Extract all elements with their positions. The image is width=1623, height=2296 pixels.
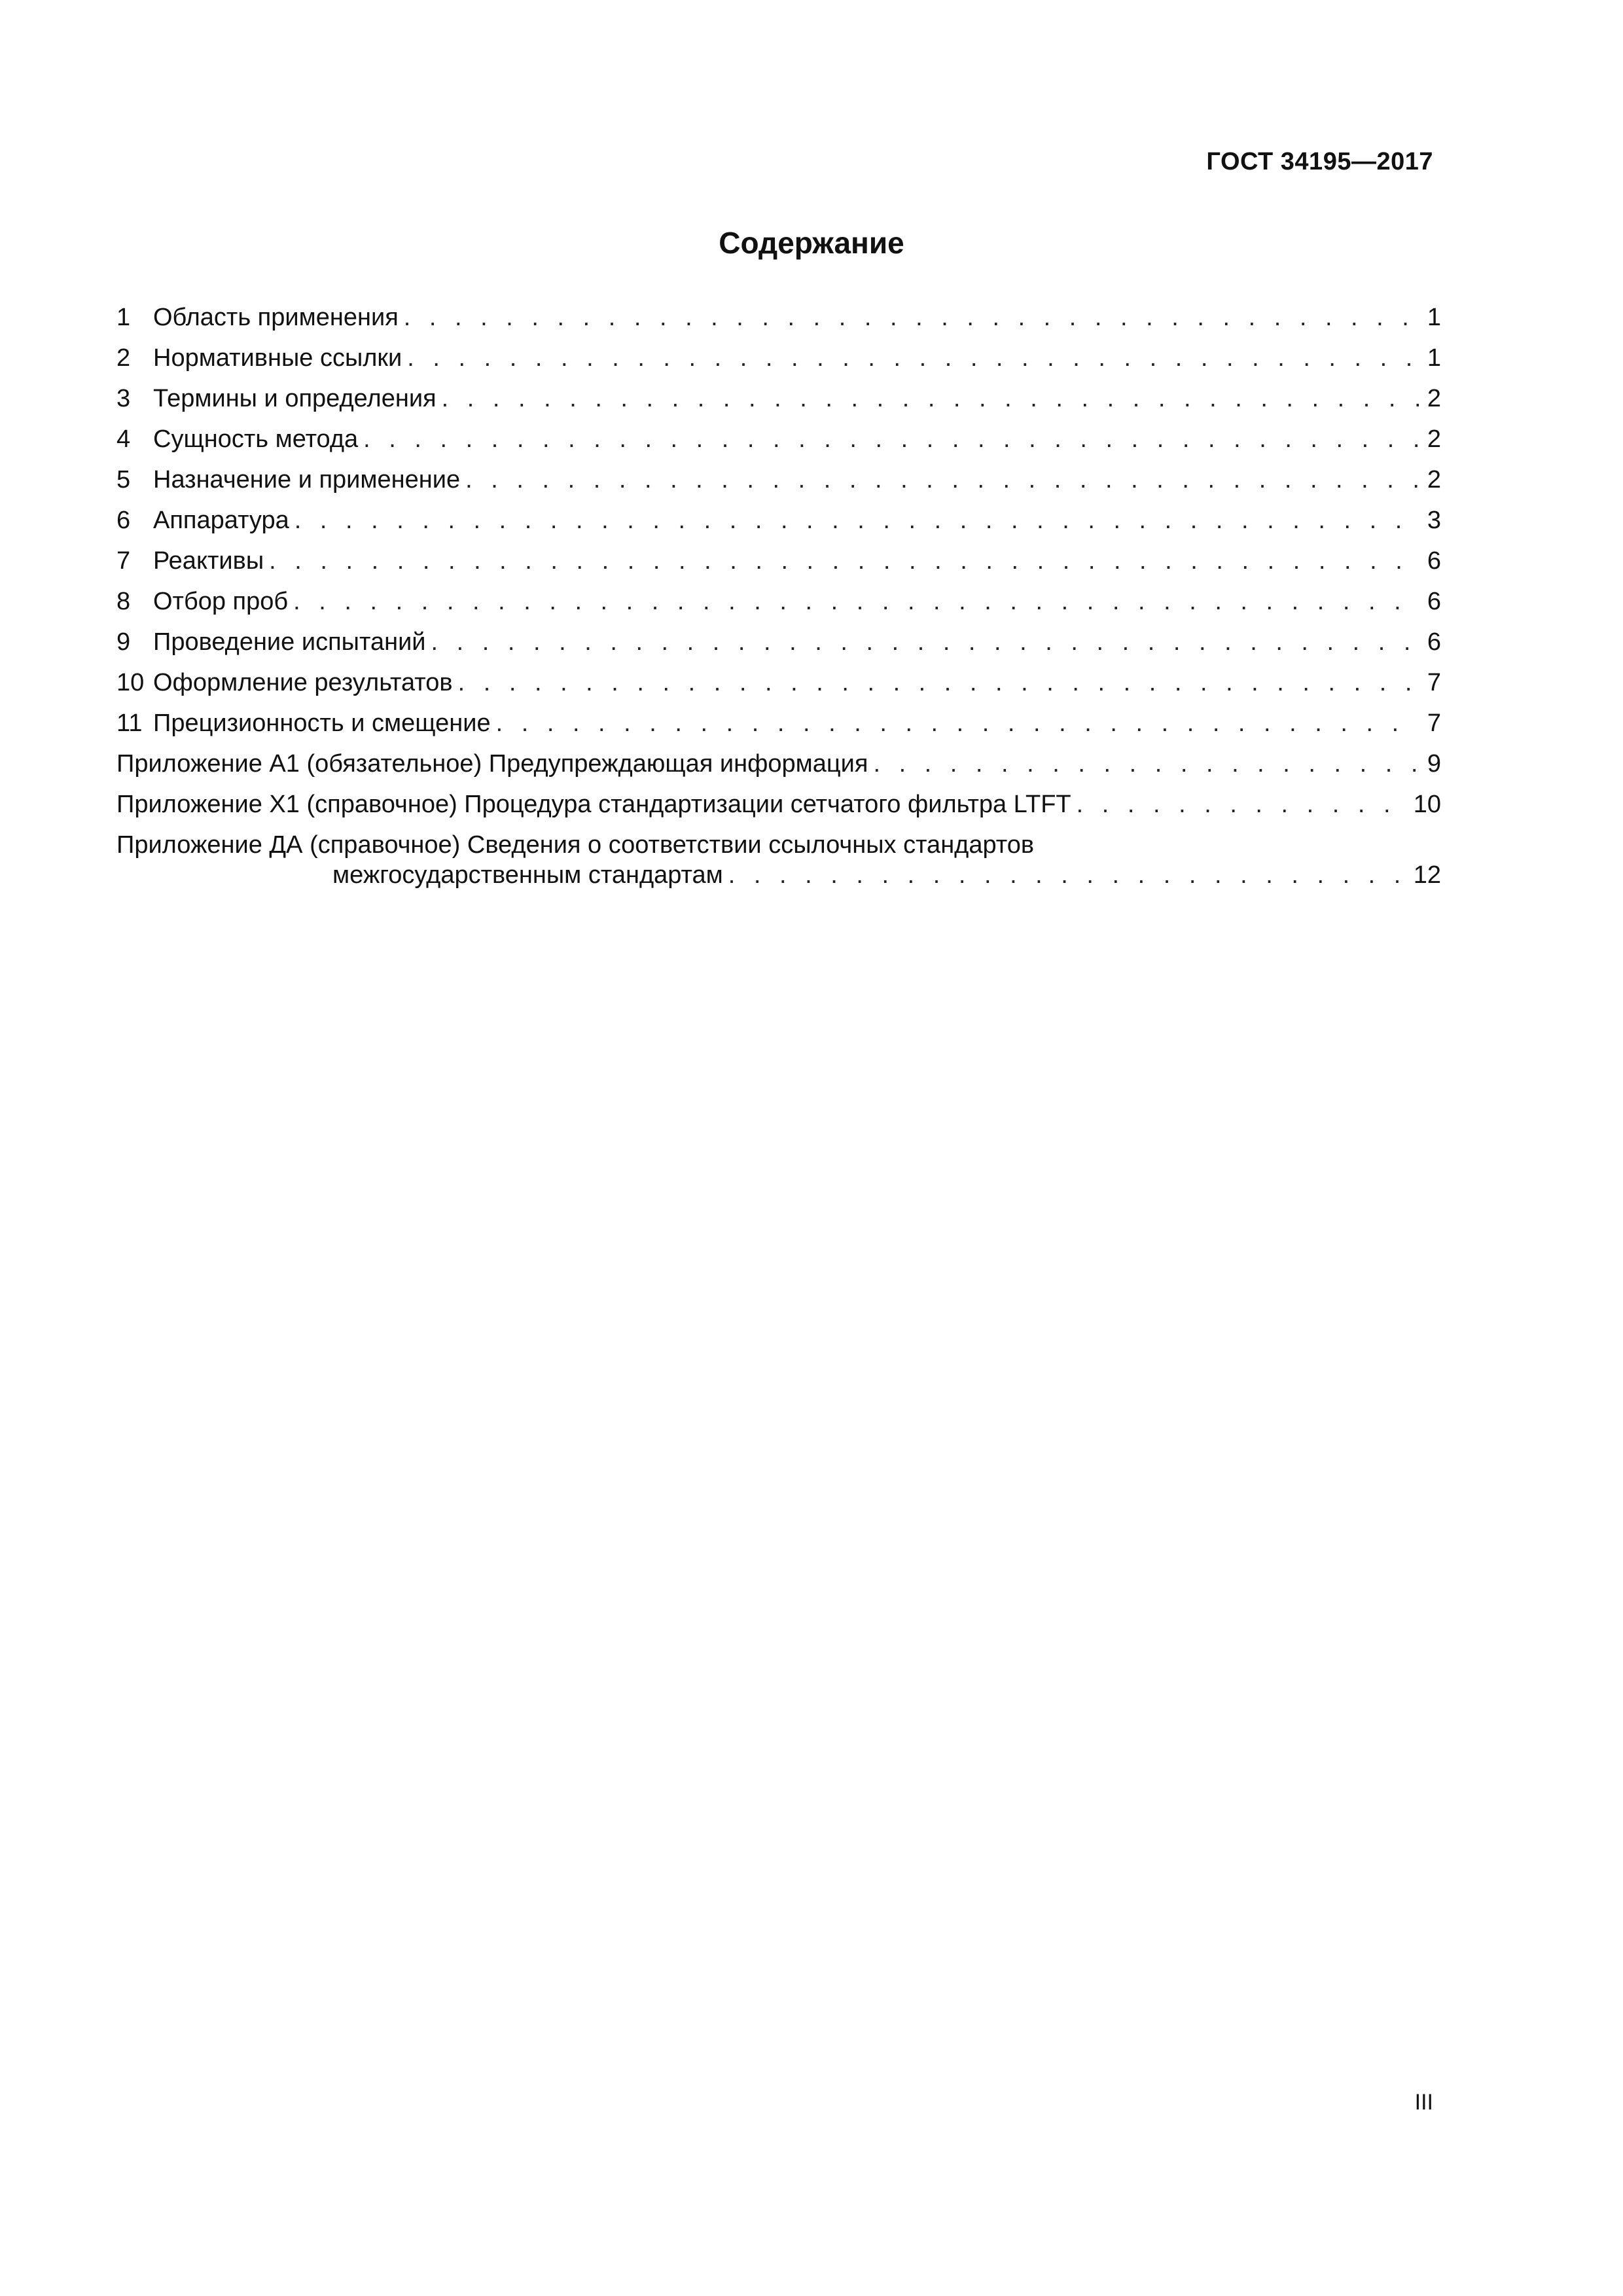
toc-entry-title: Оформление результатов	[153, 669, 453, 696]
toc-appendix-title-line2: межгосударственным стандартам	[332, 861, 723, 889]
toc-appendix-title: Приложение А1 (обязательное) Предупреждающая информация	[116, 750, 868, 778]
toc-entry-title: Реактивы	[153, 547, 264, 575]
toc-leader-dots	[496, 708, 1419, 738]
toc-entry-title: Область применения	[153, 304, 399, 331]
toc-entry-title: Термины и определения	[153, 385, 437, 412]
toc-entry[interactable]	[116, 546, 1441, 586]
toc-entry-title: Назначение и применение	[153, 466, 461, 493]
toc-entry-page: 2	[1427, 466, 1441, 493]
toc-entry-number: 7	[116, 547, 131, 575]
toc-entry-number: 11	[116, 709, 143, 737]
toc-leader-dots	[404, 302, 1419, 332]
toc-entry-number: 8	[116, 588, 131, 615]
toc-entry[interactable]	[116, 668, 1441, 708]
toc-entry-title: Нормативные ссылки	[153, 344, 402, 372]
toc-leader-dots	[442, 384, 1419, 414]
toc-entry-number: 1	[116, 304, 131, 331]
toc-entry-title: Сущность метода	[153, 425, 359, 453]
toc-entry-page: 3	[1427, 507, 1441, 534]
toc-leader-dots	[1077, 789, 1408, 819]
toc-leader-dots	[465, 465, 1419, 495]
toc-appendix-page: 12	[1413, 861, 1441, 889]
toc-entry-number: 10	[116, 669, 145, 696]
toc-entry-title: Отбор проб	[153, 588, 289, 615]
toc-leader-dots	[873, 749, 1419, 779]
toc-entry-number: 4	[116, 425, 131, 453]
toc-entry-number: 2	[116, 344, 131, 372]
toc-entry-page: 7	[1427, 669, 1441, 696]
toc-leader-dots	[363, 424, 1419, 454]
toc-entry-title: Аппаратура	[153, 507, 289, 534]
toc-appendix-title-line1: Приложение ДА (справочное) Сведения о соответствии ссылочных стандартов	[116, 831, 1035, 859]
toc-entry[interactable]	[116, 424, 1441, 465]
toc-entry-number: 3	[116, 385, 131, 412]
toc-entry[interactable]	[116, 465, 1441, 505]
toc-appendix-continuation	[116, 860, 1441, 901]
toc-entry-page: 6	[1427, 628, 1441, 656]
toc-leader-dots	[728, 860, 1408, 890]
toc-leader-dots	[407, 343, 1419, 373]
toc-entry-title: Проведение испытаний	[153, 628, 426, 656]
table-of-contents	[116, 302, 1441, 901]
document-code: ГОСТ 34195—2017	[1206, 148, 1433, 175]
toc-appendix-page: 9	[1427, 750, 1441, 778]
toc-leader-dots	[431, 627, 1419, 657]
toc-leader-dots	[294, 505, 1419, 535]
toc-appendix-entry[interactable]	[116, 789, 1441, 830]
toc-entry-number: 9	[116, 628, 131, 656]
toc-entry[interactable]	[116, 384, 1441, 424]
toc-entry-page: 1	[1427, 304, 1441, 331]
toc-entry[interactable]	[116, 505, 1441, 546]
toc-entry[interactable]	[116, 302, 1441, 343]
toc-appendix-title: Приложение Х1 (справочное) Процедура стандартизации сетчатого фильтра LTFT	[116, 791, 1071, 818]
toc-entry-page: 6	[1427, 547, 1441, 575]
toc-entry-page: 2	[1427, 385, 1441, 412]
toc-leader-dots	[458, 668, 1419, 698]
toc-entry[interactable]	[116, 343, 1441, 384]
toc-entry-title: Прецизионность и смещение	[153, 709, 491, 737]
toc-entry-page: 6	[1427, 588, 1441, 615]
toc-leader-dots	[269, 546, 1419, 576]
toc-entry-page: 7	[1427, 709, 1441, 737]
toc-entry-number: 6	[116, 507, 131, 534]
toc-entry[interactable]	[116, 708, 1441, 749]
toc-appendix-page: 10	[1413, 791, 1441, 818]
toc-leader-dots	[293, 586, 1419, 617]
toc-entry-number: 5	[116, 466, 131, 493]
toc-entry[interactable]	[116, 627, 1441, 668]
toc-entry[interactable]	[116, 586, 1441, 627]
toc-entry-page: 2	[1427, 425, 1441, 453]
toc-appendix-entry[interactable]	[116, 749, 1441, 789]
toc-title: Содержание	[719, 226, 904, 260]
toc-entry-page: 1	[1427, 344, 1441, 372]
toc-appendix-entry[interactable]	[116, 830, 1441, 901]
page-number: III	[1414, 2090, 1433, 2115]
